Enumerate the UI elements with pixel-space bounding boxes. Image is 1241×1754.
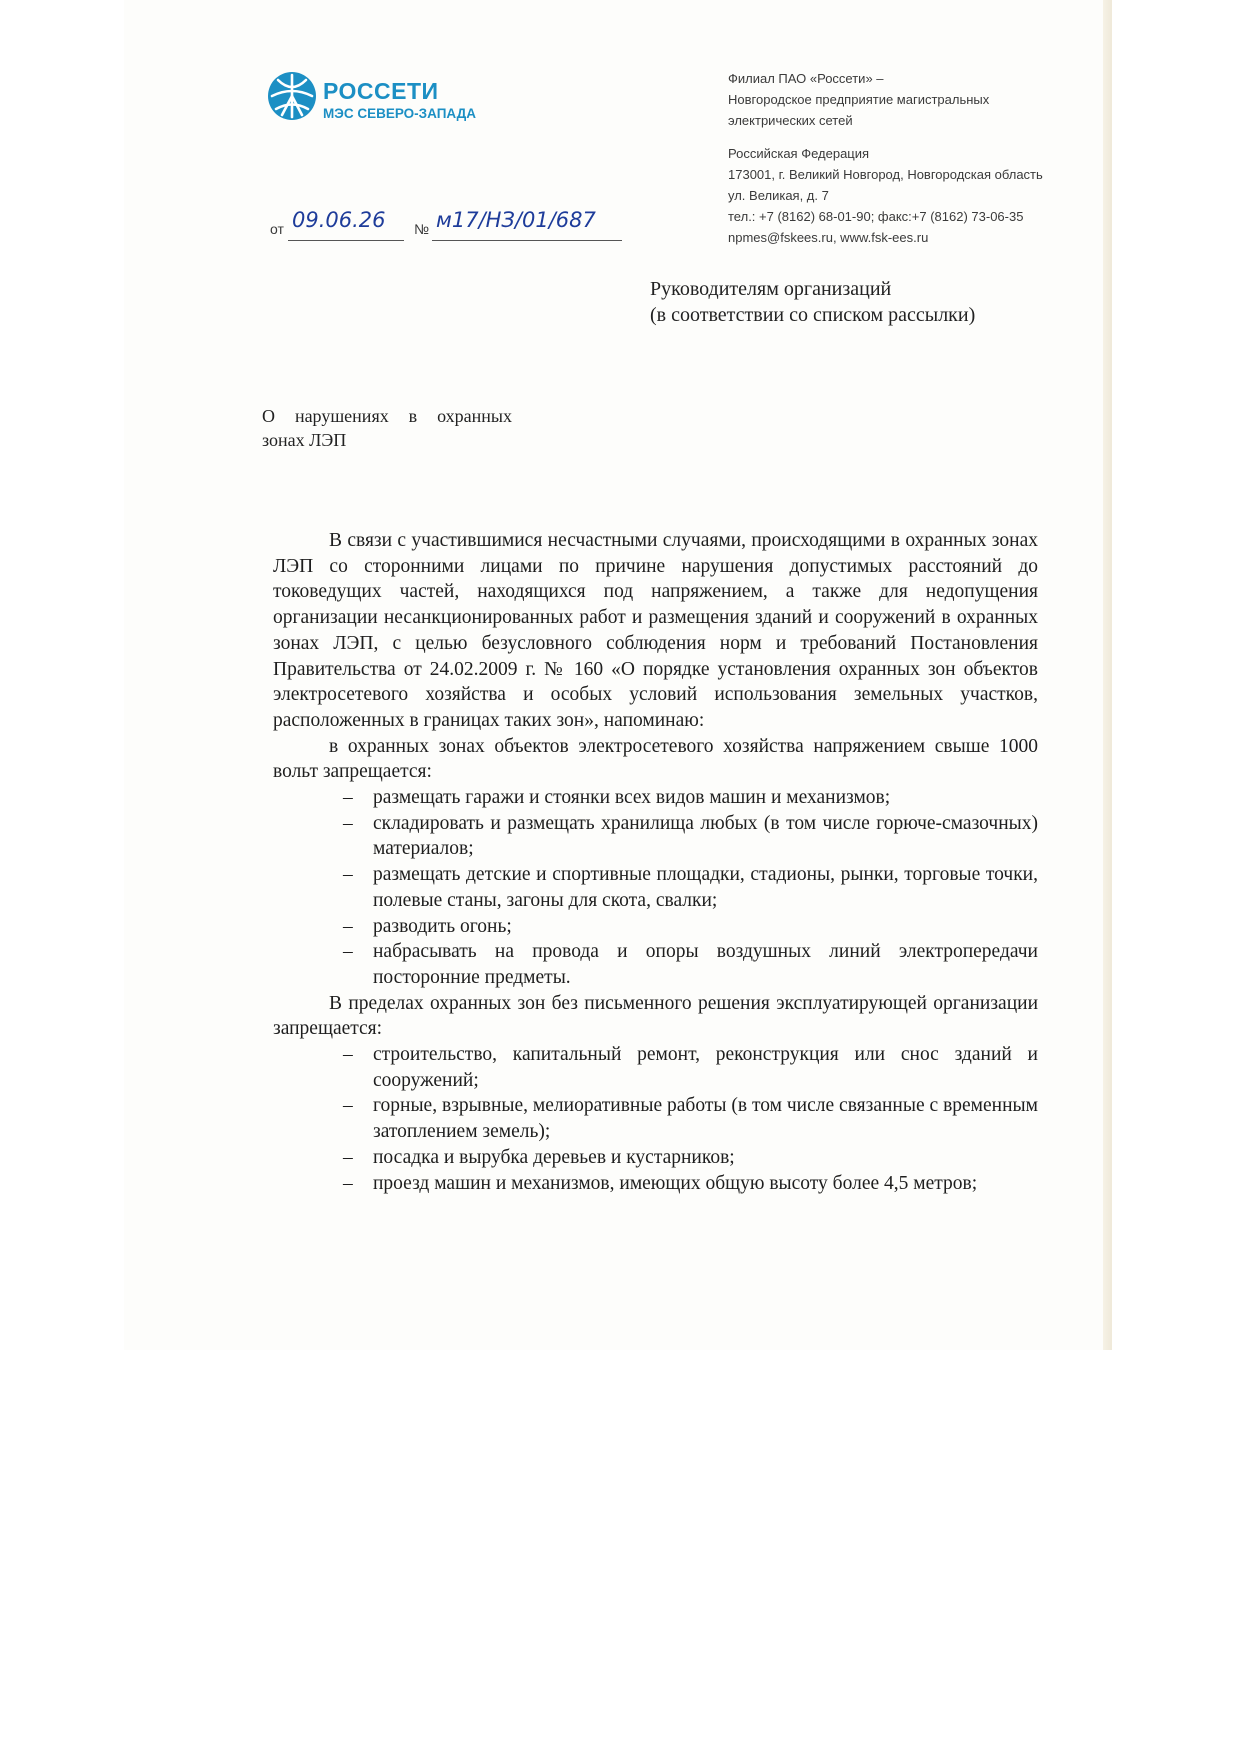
list-item (273, 914, 1038, 940)
number-value: м17/НЗ/01/687 (436, 208, 596, 232)
org-address-line: ул. Великая, д. 7 (728, 188, 829, 203)
list-item (273, 811, 1038, 862)
org-address-line: Российская Федерация (728, 146, 870, 161)
org-branch-line: Новгородское предприятие магистральных (728, 92, 990, 107)
addressee (650, 276, 975, 328)
org-branch-line: электрических сетей (728, 113, 853, 128)
subject-word: нарушениях (294, 406, 389, 426)
organization-details (728, 68, 1058, 248)
list-item-text: строительство, капитальный ремонт, реконструкция или снос зданий и сооружений; (373, 1044, 1038, 1091)
intro-paragraph: В связи с участившимися несчастными случаями, происходящими в охранных зонах ЛЭП со сторонними лицами по причине нарушения допустимых расстояний до токоведущих частей, находящихся под напряжением, а также для недопущения организации несанкционированных работ и размещения зданий и сооружений в охранных зонах ЛЭП, с целью безусловного соблюдения норм и требований Постановления Правительства от 24.02.2009 г. № 160 «О порядке установления охранных зон объектов электросетевого хозяйства и особых условий использования земельных участков, расположенных в границах таких зон», напоминаю: (273, 530, 1038, 731)
dash-marker: – (343, 787, 353, 809)
date-value: 09.06.26 (292, 208, 386, 232)
list-item (273, 785, 1038, 811)
section2-list (273, 1042, 1038, 1196)
org-address-line: тел.: +7 (8162) 68-01-90; факс:+7 (8162) 73-06-35 (728, 209, 1024, 224)
dash-marker: – (343, 1095, 353, 1117)
subject-line: зонах ЛЭП (262, 430, 347, 450)
addressee-line: Руководителям организаций (650, 278, 892, 300)
org-address-line: 173001, г. Великий Новгород, Новгородская область (728, 167, 1043, 182)
list-item (273, 1171, 1038, 1197)
subject-word: охранных (437, 406, 512, 426)
number-label: № (414, 221, 430, 237)
subject-word: О (262, 406, 275, 426)
dash-marker: – (343, 812, 353, 834)
list-item-text: проезд машин и механизмов, имеющих общую высоту более 4,5 метров; (373, 1172, 978, 1194)
list-item (273, 1093, 1038, 1144)
dash-marker: – (343, 1146, 353, 1168)
grid-sphere-icon (266, 70, 318, 122)
dash-marker: – (343, 941, 353, 963)
list-item-text: складировать и размещать хранилища любых (в том числе горюче-смазочных) материалов; (373, 812, 1038, 860)
section1-lead: в охранных зонах объектов электросетевого хозяйства напряжением свыше 1000 вольт запрещается: (273, 735, 1038, 783)
subject-word: в (408, 406, 418, 426)
list-item-text: посадка и вырубка деревьев и кустарников; (373, 1146, 735, 1168)
logo-subtitle: МЭС СЕВЕРО-ЗАПАДА (323, 106, 477, 121)
org-branch-line: Филиал ПАО «Россети» – (728, 71, 884, 86)
registration-line (270, 208, 630, 244)
section2-lead: В пределах охранных зон без письменного решения эксплуатирующей организации запрещается: (273, 992, 1038, 1040)
list-item-text: разводить огонь; (373, 915, 512, 937)
list-item (273, 1145, 1038, 1171)
dash-marker: – (343, 864, 353, 886)
list-item-text: размещать детские и спортивные площадки, стадионы, рынки, торговые точки, полевые станы, загоны для скота, свалки; (373, 864, 1038, 911)
list-item (273, 939, 1038, 990)
org-address-line: npmes@fskees.ru, www.fsk-ees.ru (728, 230, 929, 245)
list-item (273, 862, 1038, 913)
list-item (273, 1042, 1038, 1093)
sheet-edge-shadow (1103, 0, 1112, 1350)
list-item-text: размещать гаражи и стоянки всех видов машин и механизмов; (373, 787, 891, 809)
list-item-text: горные, взрывные, мелиоративные работы (в том числе связанные с временным затоплением земель); (373, 1095, 1038, 1143)
letter-body (273, 528, 1038, 1196)
dash-marker: – (343, 1044, 353, 1066)
date-label: от (270, 221, 284, 237)
addressee-line: (в соответствии со списком рассылки) (650, 304, 976, 326)
dash-marker: – (343, 915, 353, 937)
dash-marker: – (343, 1172, 353, 1194)
list-item-text: набрасывать на провода и опоры воздушных линий электропередачи посторонние предметы. (373, 941, 1038, 988)
letter-subject (262, 404, 512, 452)
section1-list (273, 785, 1038, 991)
logo-name: РОССЕТИ (323, 78, 439, 104)
